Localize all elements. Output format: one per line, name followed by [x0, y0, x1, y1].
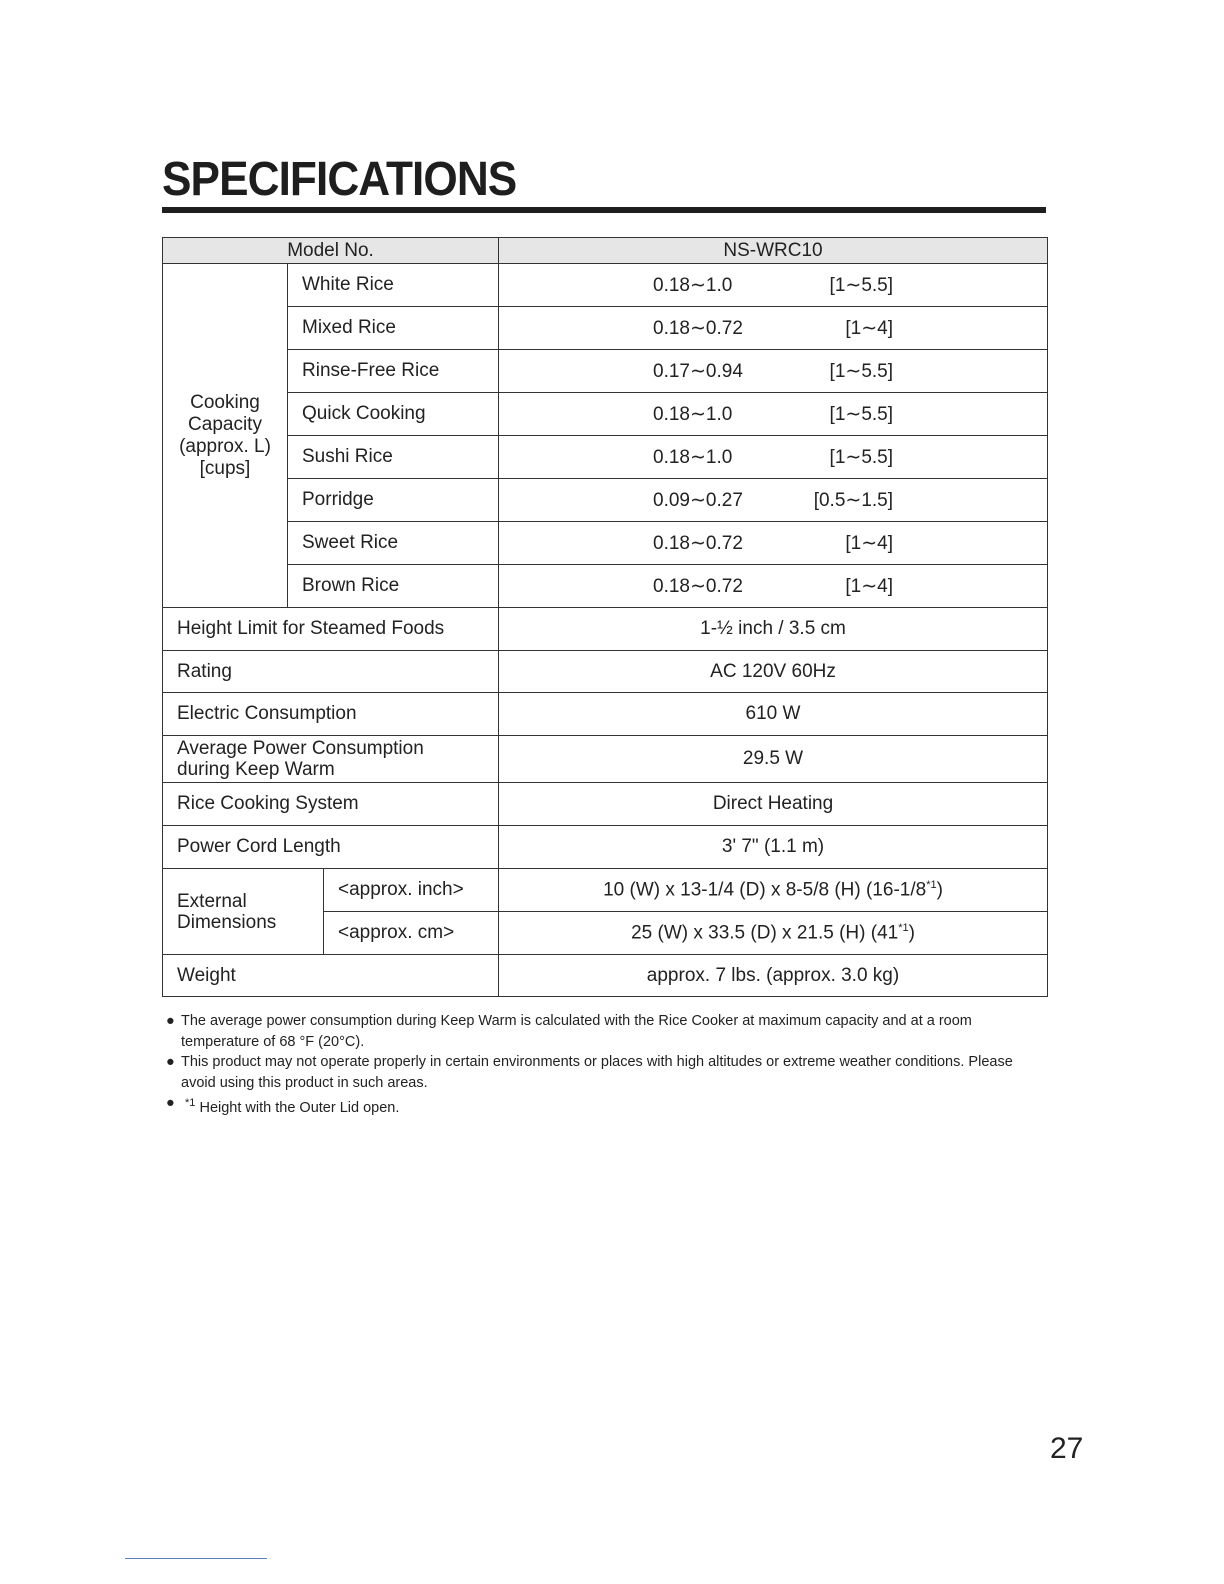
footnote-mark: *1 — [898, 921, 909, 934]
capacity-row — [163, 479, 1048, 522]
capacity-liters: 0.18∼0.72 — [653, 317, 743, 339]
dimensions-inch-text: 10 (W) x 13-1/4 (D) x 8-5/8 (H) (16-1/8 — [603, 879, 927, 901]
cooking-system-label: Rice Cooking System — [163, 783, 499, 826]
capacity-cups: [1∼4] — [845, 575, 894, 597]
capacity-cups: [1∼5.5] — [829, 403, 894, 425]
footnote-text: Height with the Outer Lid open. — [199, 1099, 400, 1116]
capacity-value — [499, 307, 1048, 350]
avg-power-label-line2: during Keep Warm — [177, 759, 335, 780]
title-rule — [162, 207, 1046, 213]
capacity-value — [499, 565, 1048, 608]
height-limit-value: 1-½ inch / 3.5 cm — [499, 608, 1048, 651]
capacity-row — [163, 307, 1048, 350]
table-row — [163, 693, 1048, 736]
table-row — [163, 826, 1048, 869]
table-row — [163, 783, 1048, 826]
table-row — [163, 651, 1048, 693]
capacity-liters: 0.18∼1.0 — [653, 446, 733, 468]
capacity-cups: [1∼4] — [845, 532, 894, 554]
capacity-row — [163, 264, 1048, 307]
dimensions-cm-text: 25 (W) x 33.5 (D) x 21.5 (H) (41 — [631, 922, 899, 944]
capacity-cups: [0.5∼1.5] — [813, 489, 894, 511]
avg-power-value: 29.5 W — [499, 736, 1048, 783]
capacity-row — [163, 393, 1048, 436]
capacity-liters: 0.18∼0.72 — [653, 532, 743, 554]
capacity-cups: [1∼5.5] — [829, 360, 894, 382]
capacity-menu-label: Porridge — [288, 479, 499, 522]
capacity-liters: 0.18∼1.0 — [653, 403, 733, 425]
rating-label: Rating — [163, 651, 499, 693]
table-row — [163, 736, 1048, 783]
close-paren: ) — [908, 922, 915, 944]
capacity-cups: [1∼4] — [845, 317, 894, 339]
cord-length-value: 3' 7" (1.1 m) — [499, 826, 1048, 869]
capacity-row — [163, 436, 1048, 479]
capacity-liters: 0.18∼0.72 — [653, 575, 743, 597]
model-number-value: NS-WRC10 — [499, 238, 1048, 264]
footer-rule — [125, 1558, 267, 1559]
dimensions-inch-value — [499, 869, 1048, 912]
capacity-menu-label: Mixed Rice — [288, 307, 499, 350]
avg-power-label — [163, 736, 499, 783]
bullet-icon: ● — [166, 1054, 175, 1070]
height-limit-label: Height Limit for Steamed Foods — [163, 608, 499, 651]
capacity-menu-label: White Rice — [288, 264, 499, 307]
weight-label: Weight — [163, 955, 499, 997]
table-row — [163, 869, 1048, 912]
capacity-value — [499, 436, 1048, 479]
capacity-row — [163, 565, 1048, 608]
dimensions-cm-value — [499, 912, 1048, 955]
model-no-header: Model No. — [163, 238, 499, 264]
page-title: SPECIFICATIONS — [162, 153, 517, 206]
capacity-row — [163, 350, 1048, 393]
footnote-mark: *1 — [926, 878, 937, 891]
footnote-mark: *1 — [185, 1097, 196, 1109]
weight-value: approx. 7 lbs. (approx. 3.0 kg) — [499, 955, 1048, 997]
avg-power-label-line1: Average Power Consumption — [177, 738, 424, 759]
dimensions-inch-label: <approx. inch> — [324, 869, 499, 912]
bullet-icon: ● — [166, 1013, 175, 1029]
capacity-menu-label: Rinse-Free Rice — [288, 350, 499, 393]
dimensions-cm-label: <approx. cm> — [324, 912, 499, 955]
page-number: 27 — [1050, 1432, 1084, 1465]
note-text: This product may not operate properly in certain environments or places with high altitudes or extreme weather conditions. Please avoid using this product in such areas. — [181, 1054, 1013, 1091]
cooking-system-value: Direct Heating — [499, 783, 1048, 826]
capacity-value — [499, 350, 1048, 393]
capacity-cups: [1∼5.5] — [829, 446, 894, 468]
capacity-menu-label: Sweet Rice — [288, 522, 499, 565]
capacity-row — [163, 522, 1048, 565]
capacity-cups: [1∼5.5] — [829, 274, 894, 296]
capacity-liters: 0.17∼0.94 — [653, 360, 743, 382]
close-paren: ) — [936, 879, 943, 901]
capacity-menu-label: Sushi Rice — [288, 436, 499, 479]
capacity-liters: 0.18∼1.0 — [653, 274, 733, 296]
notes — [166, 1011, 1026, 1118]
note-item — [166, 1011, 1026, 1052]
capacity-value — [499, 479, 1048, 522]
footnote-item — [166, 1093, 1026, 1118]
capacity-menu-label: Brown Rice — [288, 565, 499, 608]
capacity-value — [499, 264, 1048, 307]
specifications-table — [162, 237, 1048, 997]
capacity-liters: 0.09∼0.27 — [653, 489, 743, 511]
table-row — [163, 955, 1048, 997]
table-row — [163, 608, 1048, 651]
capacity-value — [499, 393, 1048, 436]
external-dimensions-label: External Dimensions — [163, 869, 324, 955]
rating-value: AC 120V 60Hz — [499, 651, 1048, 693]
electric-consumption-label: Electric Consumption — [163, 693, 499, 736]
electric-consumption-value: 610 W — [499, 693, 1048, 736]
capacity-value — [499, 522, 1048, 565]
table-header-row — [163, 238, 1048, 264]
note-item — [166, 1052, 1026, 1093]
bullet-icon: ● — [166, 1095, 175, 1111]
cooking-capacity-label: Cooking Capacity (approx. L) [cups] — [163, 264, 288, 608]
cord-length-label: Power Cord Length — [163, 826, 499, 869]
capacity-menu-label: Quick Cooking — [288, 393, 499, 436]
note-text: The average power consumption during Keep Warm is calculated with the Rice Cooker at maximum capacity and at a room temperature of 68 °F (20°C). — [181, 1013, 972, 1050]
